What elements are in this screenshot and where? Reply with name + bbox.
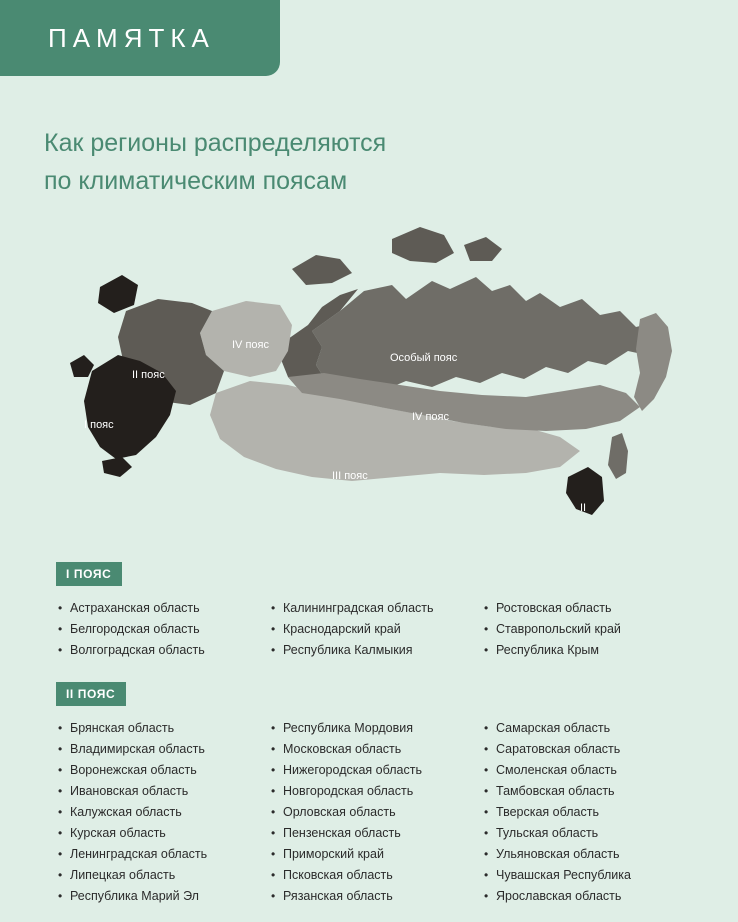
map-label-zone3: III пояс [332, 470, 368, 482]
map-svg [40, 215, 700, 535]
zone-section-2 [56, 682, 696, 907]
zone-section-1 [56, 562, 696, 661]
list-item: • Пензенская область [269, 823, 482, 844]
zone-1-column-3 [482, 598, 695, 661]
zone-2-list-3 [482, 718, 695, 907]
page-title-line-1: Как регионы распределяются [44, 129, 387, 157]
list-item: • Чувашская Республика [482, 865, 695, 886]
list-item: • Ярославская область [482, 886, 695, 907]
list-item: • Самарская область [482, 718, 695, 739]
list-item: • Смоленская область [482, 760, 695, 781]
list-item: • Ростовская область [482, 598, 695, 619]
zone-2-column-3 [482, 718, 695, 907]
zone-2-column-2 [269, 718, 482, 907]
list-item: • Республика Марий Эл [56, 886, 269, 907]
list-item: • Республика Крым [482, 640, 695, 661]
list-item: • Ленинградская область [56, 844, 269, 865]
list-item: • Липецкая область [56, 865, 269, 886]
map-label-zone4-siberia: IV пояс [412, 411, 449, 423]
list-item: • Московская область [269, 739, 482, 760]
map-label-primorye: II [580, 502, 587, 514]
zone-1-column-2 [269, 598, 482, 661]
list-item: • Орловская область [269, 802, 482, 823]
map-region-kola [98, 275, 138, 313]
list-item: • Тверская область [482, 802, 695, 823]
map-region-kamchatka [634, 313, 672, 411]
list-item: • Тамбовская область [482, 781, 695, 802]
list-item: • Псковская область [269, 865, 482, 886]
list-item: • Калужская область [56, 802, 269, 823]
zone-2-badge: II ПОЯС [56, 682, 126, 706]
list-item: • Республика Мордовия [269, 718, 482, 739]
list-item: • Ивановская область [56, 781, 269, 802]
map-region-arctic-1 [292, 255, 352, 285]
map-region-special [312, 277, 662, 393]
map-region-sakhalin [608, 433, 628, 479]
climate-zones-map [40, 215, 700, 535]
list-item: • Белгородская область [56, 619, 269, 640]
list-item: • Ставропольский край [482, 619, 695, 640]
zone-1-list-2 [269, 598, 482, 661]
zone-1-column-1 [56, 598, 269, 661]
map-label-zone4-west: IV пояс [232, 339, 269, 351]
map-region-arctic-2 [392, 227, 454, 263]
list-item: • Владимирская область [56, 739, 269, 760]
zone-1-badge: I ПОЯС [56, 562, 122, 586]
zone-2-list-2 [269, 718, 482, 907]
list-item: • Курская область [56, 823, 269, 844]
list-item: • Саратовская область [482, 739, 695, 760]
list-item: • Волгоградская область [56, 640, 269, 661]
zone-2-column-1 [56, 718, 269, 907]
list-item: • Тульская область [482, 823, 695, 844]
map-label-zone1: I пояс [84, 419, 114, 431]
list-item: • Калининградская область [269, 598, 482, 619]
zone-1-list-3 [482, 598, 695, 661]
list-item: • Краснодарский край [269, 619, 482, 640]
page-title-line-2: по климатическим поясам [44, 167, 348, 195]
map-label-zone2: II пояс [132, 369, 165, 381]
zone-2-list-1 [56, 718, 269, 907]
list-item: • Приморский край [269, 844, 482, 865]
list-item: • Республика Калмыкия [269, 640, 482, 661]
zone-1-columns [56, 598, 696, 661]
list-item: • Брянская область [56, 718, 269, 739]
list-item: • Новгородская область [269, 781, 482, 802]
list-item: • Астраханская область [56, 598, 269, 619]
map-region-kaliningrad [70, 355, 94, 377]
header-tab [0, 0, 280, 76]
list-item: • Ульяновская область [482, 844, 695, 865]
map-region-arctic-3 [464, 237, 502, 261]
list-item: • Нижегородская область [269, 760, 482, 781]
list-item: • Рязанская область [269, 886, 482, 907]
header-tab-label: ПАМЯТКА [48, 22, 215, 53]
map-region-crimea [102, 457, 132, 477]
map-label-special: Особый пояс [390, 352, 458, 364]
page-title [44, 124, 684, 200]
zone-2-columns [56, 718, 696, 907]
list-item: • Воронежская область [56, 760, 269, 781]
zone-1-list-1 [56, 598, 269, 661]
